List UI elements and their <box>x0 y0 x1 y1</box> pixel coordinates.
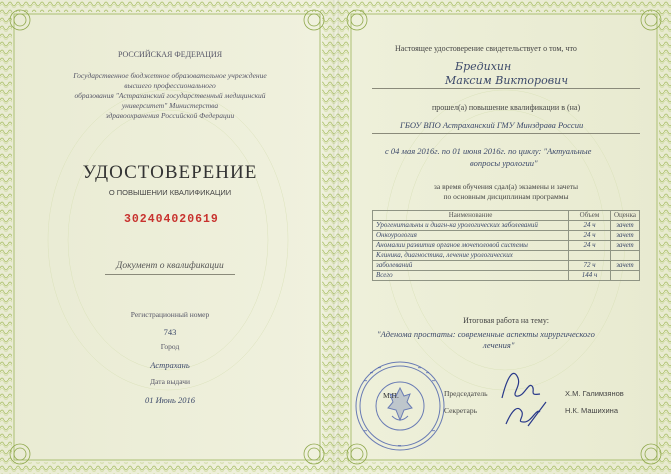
final-work-line-1: "Аденома простаты: современные аспекты хирургического <box>377 329 595 339</box>
discipline-name: Клиника, диагностика, лечение урологических <box>373 251 569 261</box>
org-line-5: здравоохранения Российской Федерации <box>105 111 235 120</box>
discipline-hours: 144 ч <box>569 271 611 281</box>
discipline-grade: зачет <box>610 241 639 251</box>
table-row <box>373 251 640 261</box>
document-subtitle: О ПОВЫШЕНИИ КВАЛИФИКАЦИИ <box>108 188 232 197</box>
exams-line-1: за время обучения сдал(а) экзамены и зачеты <box>433 182 579 191</box>
discipline-grade <box>610 271 639 281</box>
document-type-underline <box>105 274 235 275</box>
document-title: УДОСТОВЕРЕНИЕ <box>82 162 258 183</box>
discipline-hours: 24 ч <box>569 231 611 241</box>
institution: ГБОУ ВПО Астраханский ГМУ Минздрава России <box>400 120 584 130</box>
table-row <box>373 231 640 241</box>
org-line-1: Государственное бюджетное образовательное учреждение <box>73 71 267 80</box>
name-underline <box>372 88 640 89</box>
exams-line-2: по основным дисциплинам программы <box>443 192 569 201</box>
discipline-grade: зачет <box>610 221 639 231</box>
holder-surname: Бредихин <box>455 60 512 73</box>
reg-number-label: Регистрационный номер <box>130 310 210 319</box>
city: Астрахань <box>150 360 190 370</box>
passed-text: прошел(а) повышение квалификации в (на) <box>432 103 581 112</box>
secretary-signature <box>500 396 560 432</box>
official-stamp <box>352 358 448 454</box>
document-type: Документ о квалификации <box>116 261 224 271</box>
final-work-line-2: лечения" <box>483 340 515 350</box>
serial-number: 302404020619 <box>124 213 219 226</box>
discipline-name: заболеваний <box>373 261 569 271</box>
discipline-hours: 72 ч <box>569 261 611 271</box>
org-line-4: университет" Министерства <box>121 101 219 110</box>
table-row <box>373 271 640 281</box>
issue-date-label: Дата выдачи <box>149 377 191 386</box>
period-line-1: с 04 мая 2016г. по 01 июня 2016г. по циклу: "Актуальные <box>385 146 592 156</box>
reg-number: 743 <box>163 327 177 337</box>
header-grade: Оценка <box>610 211 639 221</box>
discipline-name: Онкоурология <box>373 231 569 241</box>
discipline-grade <box>610 251 639 261</box>
table-row <box>373 221 640 231</box>
secretary-label: Секретарь <box>444 406 478 415</box>
header-name: Наименование <box>373 211 569 221</box>
discipline-hours: 24 ч <box>569 221 611 231</box>
intro-text: Настоящее удостоверение свидетельствует о том, что <box>395 44 577 53</box>
country-name: РОССИЙСКАЯ ФЕДЕРАЦИЯ <box>117 50 223 59</box>
discipline-name: Всего <box>373 271 569 281</box>
institution-underline <box>372 133 640 134</box>
header-hours: Объем <box>569 211 611 221</box>
table-header-row <box>373 211 640 221</box>
disciplines-table <box>372 210 640 281</box>
secretary-name: Н.К. Машихина <box>565 406 618 415</box>
discipline-hours: 24 ч <box>569 241 611 251</box>
discipline-name: Урогенитальны и диагн-ка урологических заболеваний <box>373 221 569 231</box>
discipline-grade: зачет <box>610 231 639 241</box>
final-work-label: Итоговая работа на тему: <box>463 316 549 325</box>
chair-name: Х.М. Галимзянов <box>565 389 624 398</box>
issue-date: 01 Июнь 2016 <box>145 395 195 405</box>
page-fold <box>333 0 339 474</box>
org-line-3: образования "Астраханский государственный медицинский <box>74 91 266 100</box>
city-label: Город <box>160 342 180 351</box>
table-row <box>373 241 640 251</box>
period-line-2: вопросы урологии" <box>470 158 538 168</box>
org-line-2: высшего профессионального <box>124 81 216 90</box>
holder-name: Максим Викторович <box>445 74 569 87</box>
table-row <box>373 261 640 271</box>
stamp-label: М.П. <box>383 391 399 400</box>
discipline-grade: зачет <box>610 261 639 271</box>
discipline-hours <box>569 251 611 261</box>
chair-label: Председатель <box>444 389 488 398</box>
discipline-name: Аномалии развития органов мочеполовой системы <box>373 241 569 251</box>
